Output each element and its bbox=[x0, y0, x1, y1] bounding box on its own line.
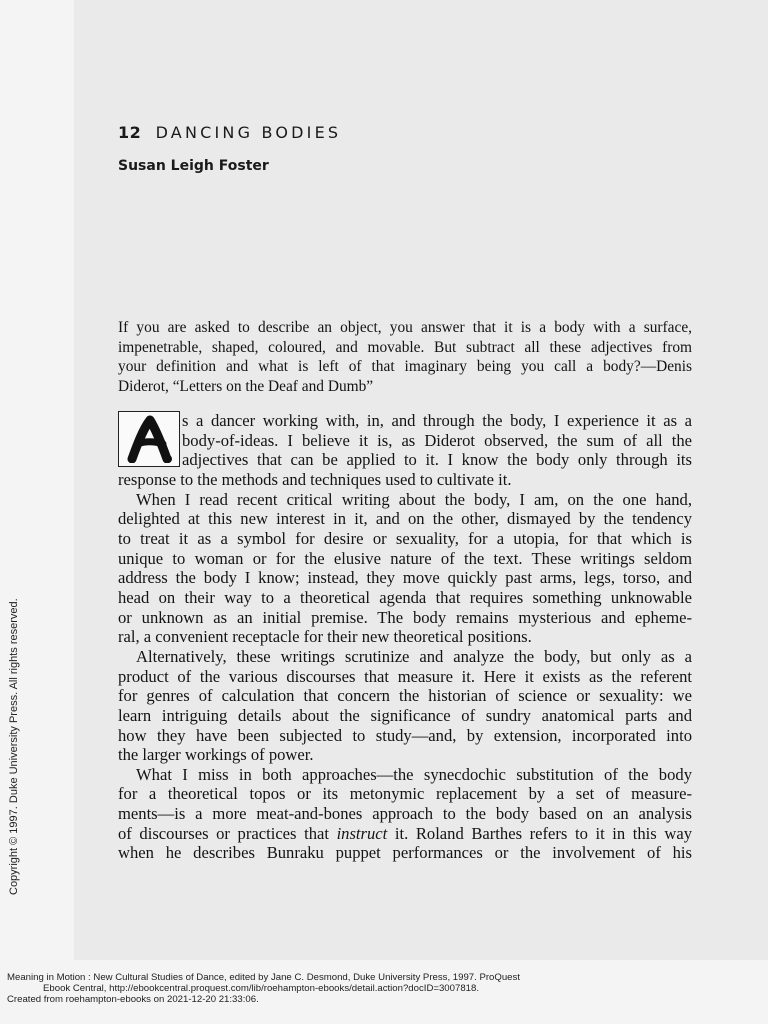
body-line: When I read recent critical writing about the body, I am, on the one hand, bbox=[136, 489, 692, 509]
body-line bbox=[118, 824, 692, 844]
body-line: What I miss in both approaches—the synecdochic substitution of the body bbox=[136, 764, 692, 784]
body-line: or unknown as an initial premise. The body remains mysterious and epheme- bbox=[118, 607, 692, 627]
body-line-end: it. Roland Barthes refers to it in this way bbox=[387, 823, 692, 843]
body-line: for genres of calculation that concern the historian of science or sexuality: we bbox=[118, 686, 692, 706]
body-line: s a dancer working with, in, and through the body, I experience it as a bbox=[182, 411, 692, 430]
body-line: when he describes Bunraku puppet performances or the involvement of his bbox=[118, 843, 692, 863]
chapter-author: Susan Leigh Foster bbox=[118, 158, 269, 174]
body-line: how they have been subjected to study—and, by extension, incorporated into bbox=[118, 725, 692, 745]
citation-line: Ebook Central, http://ebookcentral.proquest.com/lib/roehampton-ebooks/detail.action?docID=3007818. bbox=[43, 983, 479, 995]
body-line: for a theoretical topos or its metonymic replacement by a set of measure- bbox=[118, 784, 692, 804]
body-line: body-of-ideas. I believe it is, as Diderot observed, the sum of all the bbox=[182, 430, 692, 450]
epigraph-line: Diderot, “Letters on the Deaf and Dumb” bbox=[118, 377, 374, 395]
epigraph-line: your definition and what is left of that imaginary being you call a body?—Denis bbox=[118, 358, 692, 375]
chapter-title: DANCING BODIES bbox=[155, 123, 342, 142]
citation-line: Meaning in Motion : New Cultural Studies of Dance, edited by Jane C. Desmond, Duke University Press, 1997. ProQuest bbox=[7, 972, 520, 983]
body-line: learn intriguing details about the significance of sundry anatomical parts and bbox=[118, 705, 692, 725]
body-line: response to the methods and techniques used to cultivate it. bbox=[118, 469, 512, 489]
body-line: ral, a convenient receptacle for their new theoretical positions. bbox=[118, 627, 532, 647]
italic-instruct: instruct bbox=[336, 823, 388, 843]
chapter-number: 12 bbox=[118, 123, 142, 142]
body-line: adjectives that can be applied to it. I know the body only through its bbox=[182, 450, 692, 470]
body-line: head on their way to a theoretical agenda that requires something unknowable bbox=[118, 587, 692, 607]
epigraph-line: If you are asked to describe an object, you answer that it is a body with a surface, bbox=[118, 319, 692, 336]
epigraph-line: impenetrable, shaped, coloured, and movable. But subtract all these adjectives from bbox=[118, 338, 692, 356]
body-line: to treat it as a symbol for desire or sexuality, for a utopia, for that which is bbox=[118, 528, 692, 548]
side-copyright-notice: Copyright © 1997. Duke University Press. All rights reserved. bbox=[8, 598, 20, 895]
citation-footer bbox=[7, 972, 520, 1006]
body-line-start: of discourses or practices that bbox=[118, 823, 337, 843]
body-line: Alternatively, these writings scrutinize and analyze the body, but only as a bbox=[136, 646, 692, 666]
body-line: the larger workings of power. bbox=[118, 745, 314, 765]
chapter-heading bbox=[118, 123, 341, 142]
body-line: address the body I know; instead, they move quickly past arms, legs, torso, and bbox=[118, 568, 692, 588]
body-line: product of the various discourses that measure it. Here it exists as the referent bbox=[118, 666, 692, 686]
body-line: ments—is a more meat-and-bones approach to the body based on an analysis bbox=[118, 804, 692, 824]
body-text bbox=[118, 411, 692, 863]
body-line: unique to woman or for the elusive nature of the text. These writings seldom bbox=[118, 548, 692, 568]
body-line: delighted at this new interest in it, and on the other, dismayed by the tendency bbox=[118, 509, 692, 529]
epigraph bbox=[118, 318, 692, 396]
citation-line: Created from roehampton-ebooks on 2021-12-20 21:33:06. bbox=[7, 994, 259, 1006]
